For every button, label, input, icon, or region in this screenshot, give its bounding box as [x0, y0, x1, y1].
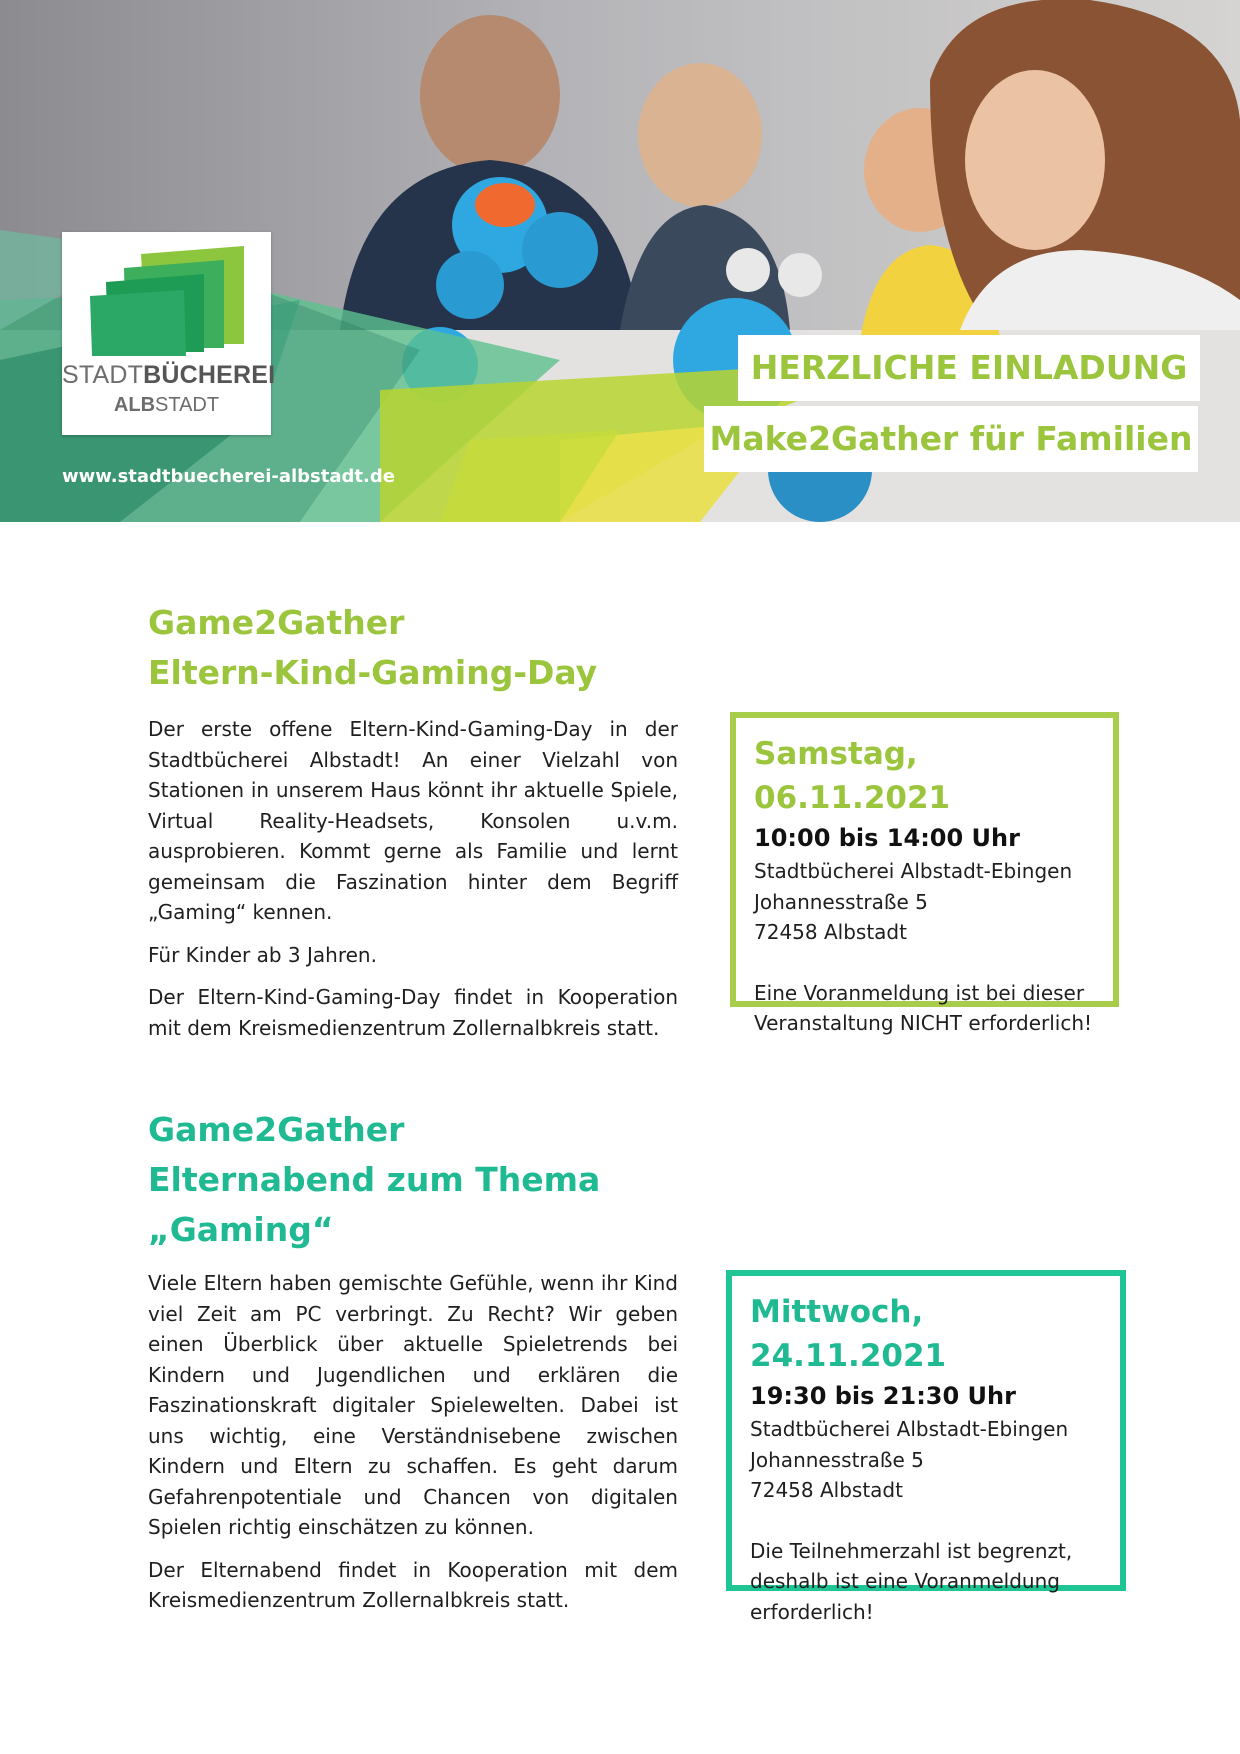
event1-paragraph: Der Eltern-Kind-Gaming-Day findet in Kooperation mit dem Kreismedienzentrum Zollernalbkreis statt.: [148, 985, 678, 1040]
event1-note: Eine Voranmeldung ist bei dieser: [754, 980, 1085, 1005]
event1-title-line2: Eltern-Kind-Gaming-Day: [148, 653, 598, 692]
event2-paragraph: Viele Eltern haben gemischte Gefühle, wenn ihr Kind viel Zeit am PC verbringt. Zu Recht? Wir geben einen Überblick über aktuelle Spieletrends bei Kindern und Jugendlichen und erklären die Faszinationskraft digitaler Spielewelten. Dabei ist uns wichtig, eine Verständnisebene zwischen Kindern und Eltern zu schaffen. Es geht darum Gefahrenpotentiale und Chancen von digitalen Spielen richtig einschätzen zu können.: [148, 1271, 678, 1539]
invitation-title: HERZLICHE EINLADUNG: [738, 335, 1200, 401]
library-logo-icon: [86, 244, 248, 356]
event1-paragraph: Für Kinder ab 3 Jahren.: [148, 942, 377, 967]
event1-street: Johannesstraße 5: [754, 889, 928, 914]
event1-description: [148, 714, 678, 1055]
event2-note: erforderlich!: [750, 1599, 874, 1624]
event1-city: 72458 Albstadt: [754, 920, 907, 944]
event2-title-line3: „Gaming“: [148, 1210, 334, 1249]
event1-time: 10:00 bis 14:00 Uhr: [754, 824, 1020, 852]
event2-title-line2: Elternabend zum Thema: [148, 1160, 601, 1199]
hero-banner: [0, 0, 1240, 522]
event2-description: [148, 1268, 678, 1628]
event1-venue: Stadtbücherei Albstadt-Ebingen: [754, 859, 1073, 883]
event2-title-line1: Game2Gather: [148, 1110, 405, 1149]
event2-paragraph: Der Elternabend findet in Kooperation mit dem Kreismedienzentrum Zollernalbkreis statt.: [148, 1557, 678, 1612]
event1-info-box: [730, 712, 1119, 1035]
logo-text-albstadt: ALBSTADT: [113, 394, 220, 416]
event1-paragraph: Der erste offene Eltern-Kind-Gaming-Day in der Stadtbücherei Albstadt! An einer Vielzahl von Stationen in unserem Haus könnt ihr aktuelle Spiele, Virtual Reality-Headsets, Konsolen u.v.m. ausprobieren. Kommt gerne als Familie und lernt gemeinsam die Faszination hinter dem Begriff „Gaming“ kennen.: [148, 717, 678, 924]
event2-info-box: [726, 1270, 1126, 1624]
library-logo[interactable]: [62, 232, 276, 435]
event2-street: Johannesstraße 5: [750, 1447, 924, 1472]
invitation-subtitle: Make2Gather für Familien: [704, 406, 1198, 472]
event2-note: deshalb ist eine Voranmeldung: [750, 1569, 1060, 1593]
event1-heading: [148, 598, 708, 698]
event2-note: Die Teilnehmerzahl ist begrenzt,: [750, 1538, 1073, 1563]
event2-date: Mittwoch, 24.11.2021: [750, 1294, 947, 1374]
website-link[interactable]: www.stadtbuecherei-albstadt.de: [62, 466, 395, 487]
event1-note: Veranstaltung NICHT erforderlich!: [754, 1011, 1093, 1035]
event2-heading: [148, 1105, 708, 1255]
event2-venue: Stadtbücherei Albstadt-Ebingen: [750, 1417, 1069, 1441]
event1-title-line1: Game2Gather: [148, 603, 405, 642]
logo-text-stadtbuecherei: STADTBÜCHEREI: [62, 361, 276, 389]
event1-date: Samstag, 06.11.2021: [754, 736, 951, 816]
event2-time: 19:30 bis 21:30 Uhr: [750, 1382, 1016, 1410]
event2-city: 72458 Albstadt: [750, 1478, 903, 1502]
